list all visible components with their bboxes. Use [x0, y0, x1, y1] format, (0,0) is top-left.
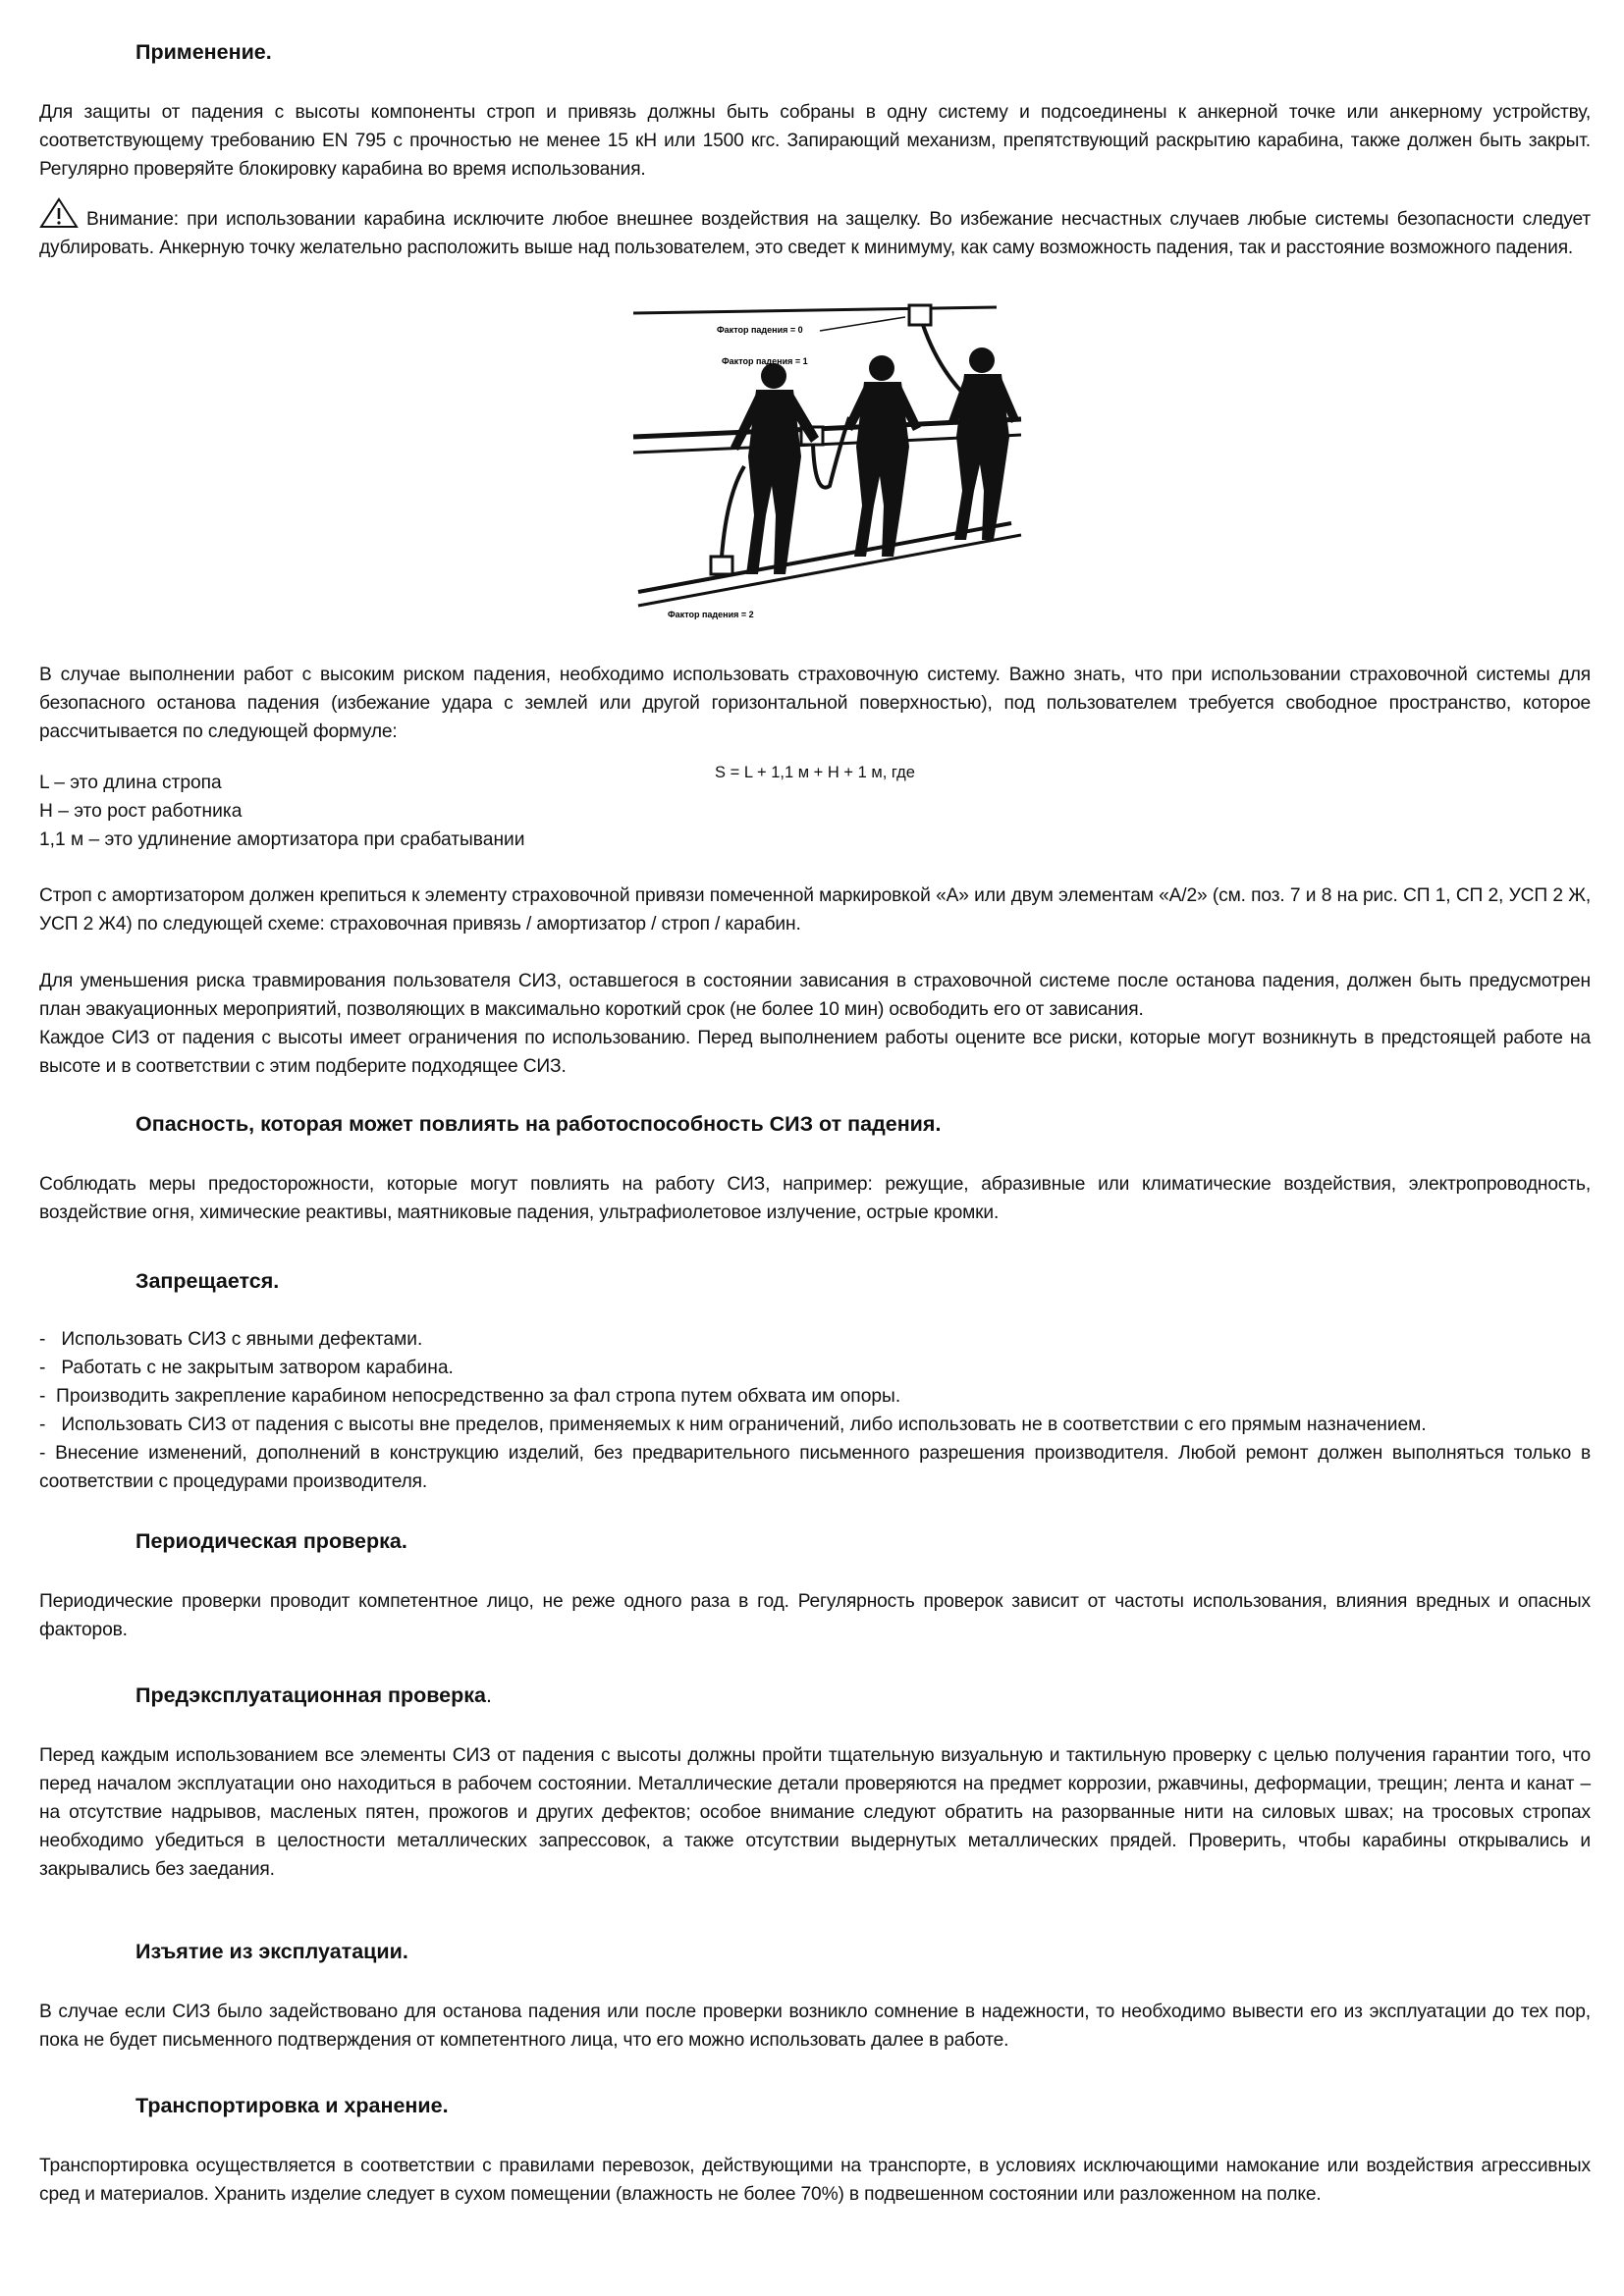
section-heading: Запрещается. [135, 1269, 280, 1293]
paragraph: Перед каждым использованием все элементы СИЗ от падения с высоты должны пройти тщательную визуальную и тактильную проверку с целью получения гарантии того, что перед началом эксплуатации оно находиться в рабочем состоянии. Металлические детали проверяются на предмет коррозии, ржавчины, деформации, трещин; лента и канат – на отсутствие надрывов, масленых пятен, прожогов и других дефектов; особое внимание следуют обратить на разорванные нити на силовых швах; на тросовых стропах необходимо убедиться в целостности металлических запрессовок, а также отсутствии выдернутых металлических прядей. Проверить, чтобы карабины открывались и закрывались без заедания. [39, 1745, 1591, 1880]
section-heading: Предэксплуатационная проверка [135, 1683, 486, 1707]
section-heading: Транспортировка и хранение. [135, 2094, 449, 2117]
warning-triangle-icon [39, 197, 79, 229]
list-item: - Работать с не закрытым затвором карабина. [39, 1358, 454, 1378]
paragraph: Для уменьшения риска травмирования пользователя СИЗ, оставшегося в состоянии зависания в страховочной системе после останова падения, должен быть предусмотрен план эвакуационных мероприятий, позволяющих в максимально короткий срок (не более 10 мин) освободить его от зависания. [39, 971, 1591, 1020]
paragraph: В случае если СИЗ было задействовано для останова падения или после проверки возникло сомнение в надежности, то необходимо вывести его из эксплуатации до тех пор, пока не будет письменного подтверждения от компетентного лица, что его можно использовать далее в работе. [39, 2002, 1591, 2051]
section-heading: Периодическая проверка. [135, 1529, 407, 1553]
definition-line: L – это длина стропа [39, 773, 222, 793]
section-heading: Применение. [135, 40, 272, 64]
paragraph: Для защиты от падения с высоты компоненты строп и привязь должны быть собраны в одну систему и подсоединены к анкерной точке или анкерному устройству, соответствующему требованию EN 795 с прочностью не менее 15 кН или 1500 кгс. Запирающий механизм, препятствующий раскрытию карабина, также должен быть закрыт. Регулярно проверяйте блокировку карабина во время использования. [39, 102, 1591, 180]
list-item: - Производить закрепление карабином непосредственно за фал стропа путем обхвата им опоры. [39, 1386, 901, 1407]
definition-line: 1,1 м – это удлинение амортизатора при срабатывании [39, 829, 525, 850]
forbidden-list [39, 1325, 1591, 1496]
fall-factor-0-label: Фактор падения = 0 [717, 325, 803, 335]
list-item: - Использовать СИЗ от падения с высоты вне пределов, применяемых к ним ограничений, либо использовать не в соответствии с его прямым назначением. [39, 1415, 1427, 1435]
paragraph: Периодические проверки проводит компетентное лицо, не реже одного раза в год. Регулярность проверок зависит от частоты использования, влияния вредных и опасных факторов. [39, 1591, 1591, 1640]
warning-block [39, 197, 1591, 262]
paragraph: Соблюдать меры предосторожности, которые могут повлиять на работу СИЗ, например: режущие, абразивные или климатические воздействия, электропроводность, воздействие огня, химические реактивы, маятниковые падения, ультрафиолетовое излучение, острые кромки. [39, 1174, 1591, 1223]
section-heading: Опасность, которая может повлиять на работоспособность СИЗ от падения. [135, 1112, 942, 1136]
list-item: - Внесение изменений, дополнений в конструкцию изделий, без предварительного письменного разрешения производителя. Любой ремонт должен выполняться только в соответствии с процедурами производителя. [39, 1443, 1591, 1492]
fall-factor-1-label: Фактор падения = 1 [722, 356, 808, 366]
formula: S = L + 1,1 м + H + 1 м, где [715, 763, 915, 781]
section-heading: Изъятие из эксплуатации. [135, 1940, 408, 1963]
paragraph: В случае выполнении работ с высоким риском падения, необходимо использовать страховочную систему. Важно знать, что при использовании страховочной системы для безопасного останова падения (избежание удара с землей или другой горизонтальной поверхностью), под пользователем требуется свободное пространство, которое рассчитывается по следующей формуле: [39, 665, 1591, 742]
fall-factor-2-label: Фактор падения = 2 [668, 610, 754, 619]
paragraph: Транспортировка осуществляется в соответствии с правилами перевозок, действующими на транспорте, в условиях исключающими намокание или воздействия агрессивных сред и материалов. Хранить изделие следует в сухом помещении (влажность не более 70%) в подвешенном состоянии или разложенном на полке. [39, 2156, 1591, 2205]
list-item: - Использовать СИЗ с явными дефектами. [39, 1329, 423, 1350]
paragraph: Каждое СИЗ от падения с высоты имеет ограничения по использованию. Перед выполнением работы оцените все риски, которые могут возникнуть в предстоящей работе на высоте и в соответствии с этим подберите подходящее СИЗ. [39, 1028, 1591, 1077]
paragraph: Строп с амортизатором должен крепиться к элементу страховочной привязи помеченной маркировкой «А» или двум элементам «А/2» (см. поз. 7 и 8 на рис. СП 1, СП 2, УСП 2 Ж, УСП 2 Ж4) по следующей схеме: страховочная привязь / амортизатор / строп / карабин. [39, 885, 1591, 934]
warning-text: Внимание: при использовании карабина исключите любое внешнее воздействия на защелку. Во избежание несчастных случаев любые системы безопасности следует дублировать. Анкерную точку желательно расположить выше над пользователем, это сведет к минимуму, как саму возможность падения, так и расстояние возможного падения. [39, 209, 1591, 258]
definition-line: H – это рост работника [39, 801, 243, 822]
fall-factor-illustration [628, 299, 1041, 623]
heading-dot: . [486, 1683, 492, 1707]
section-application [39, 37, 1591, 67]
fall-factor-figure [628, 299, 1041, 623]
